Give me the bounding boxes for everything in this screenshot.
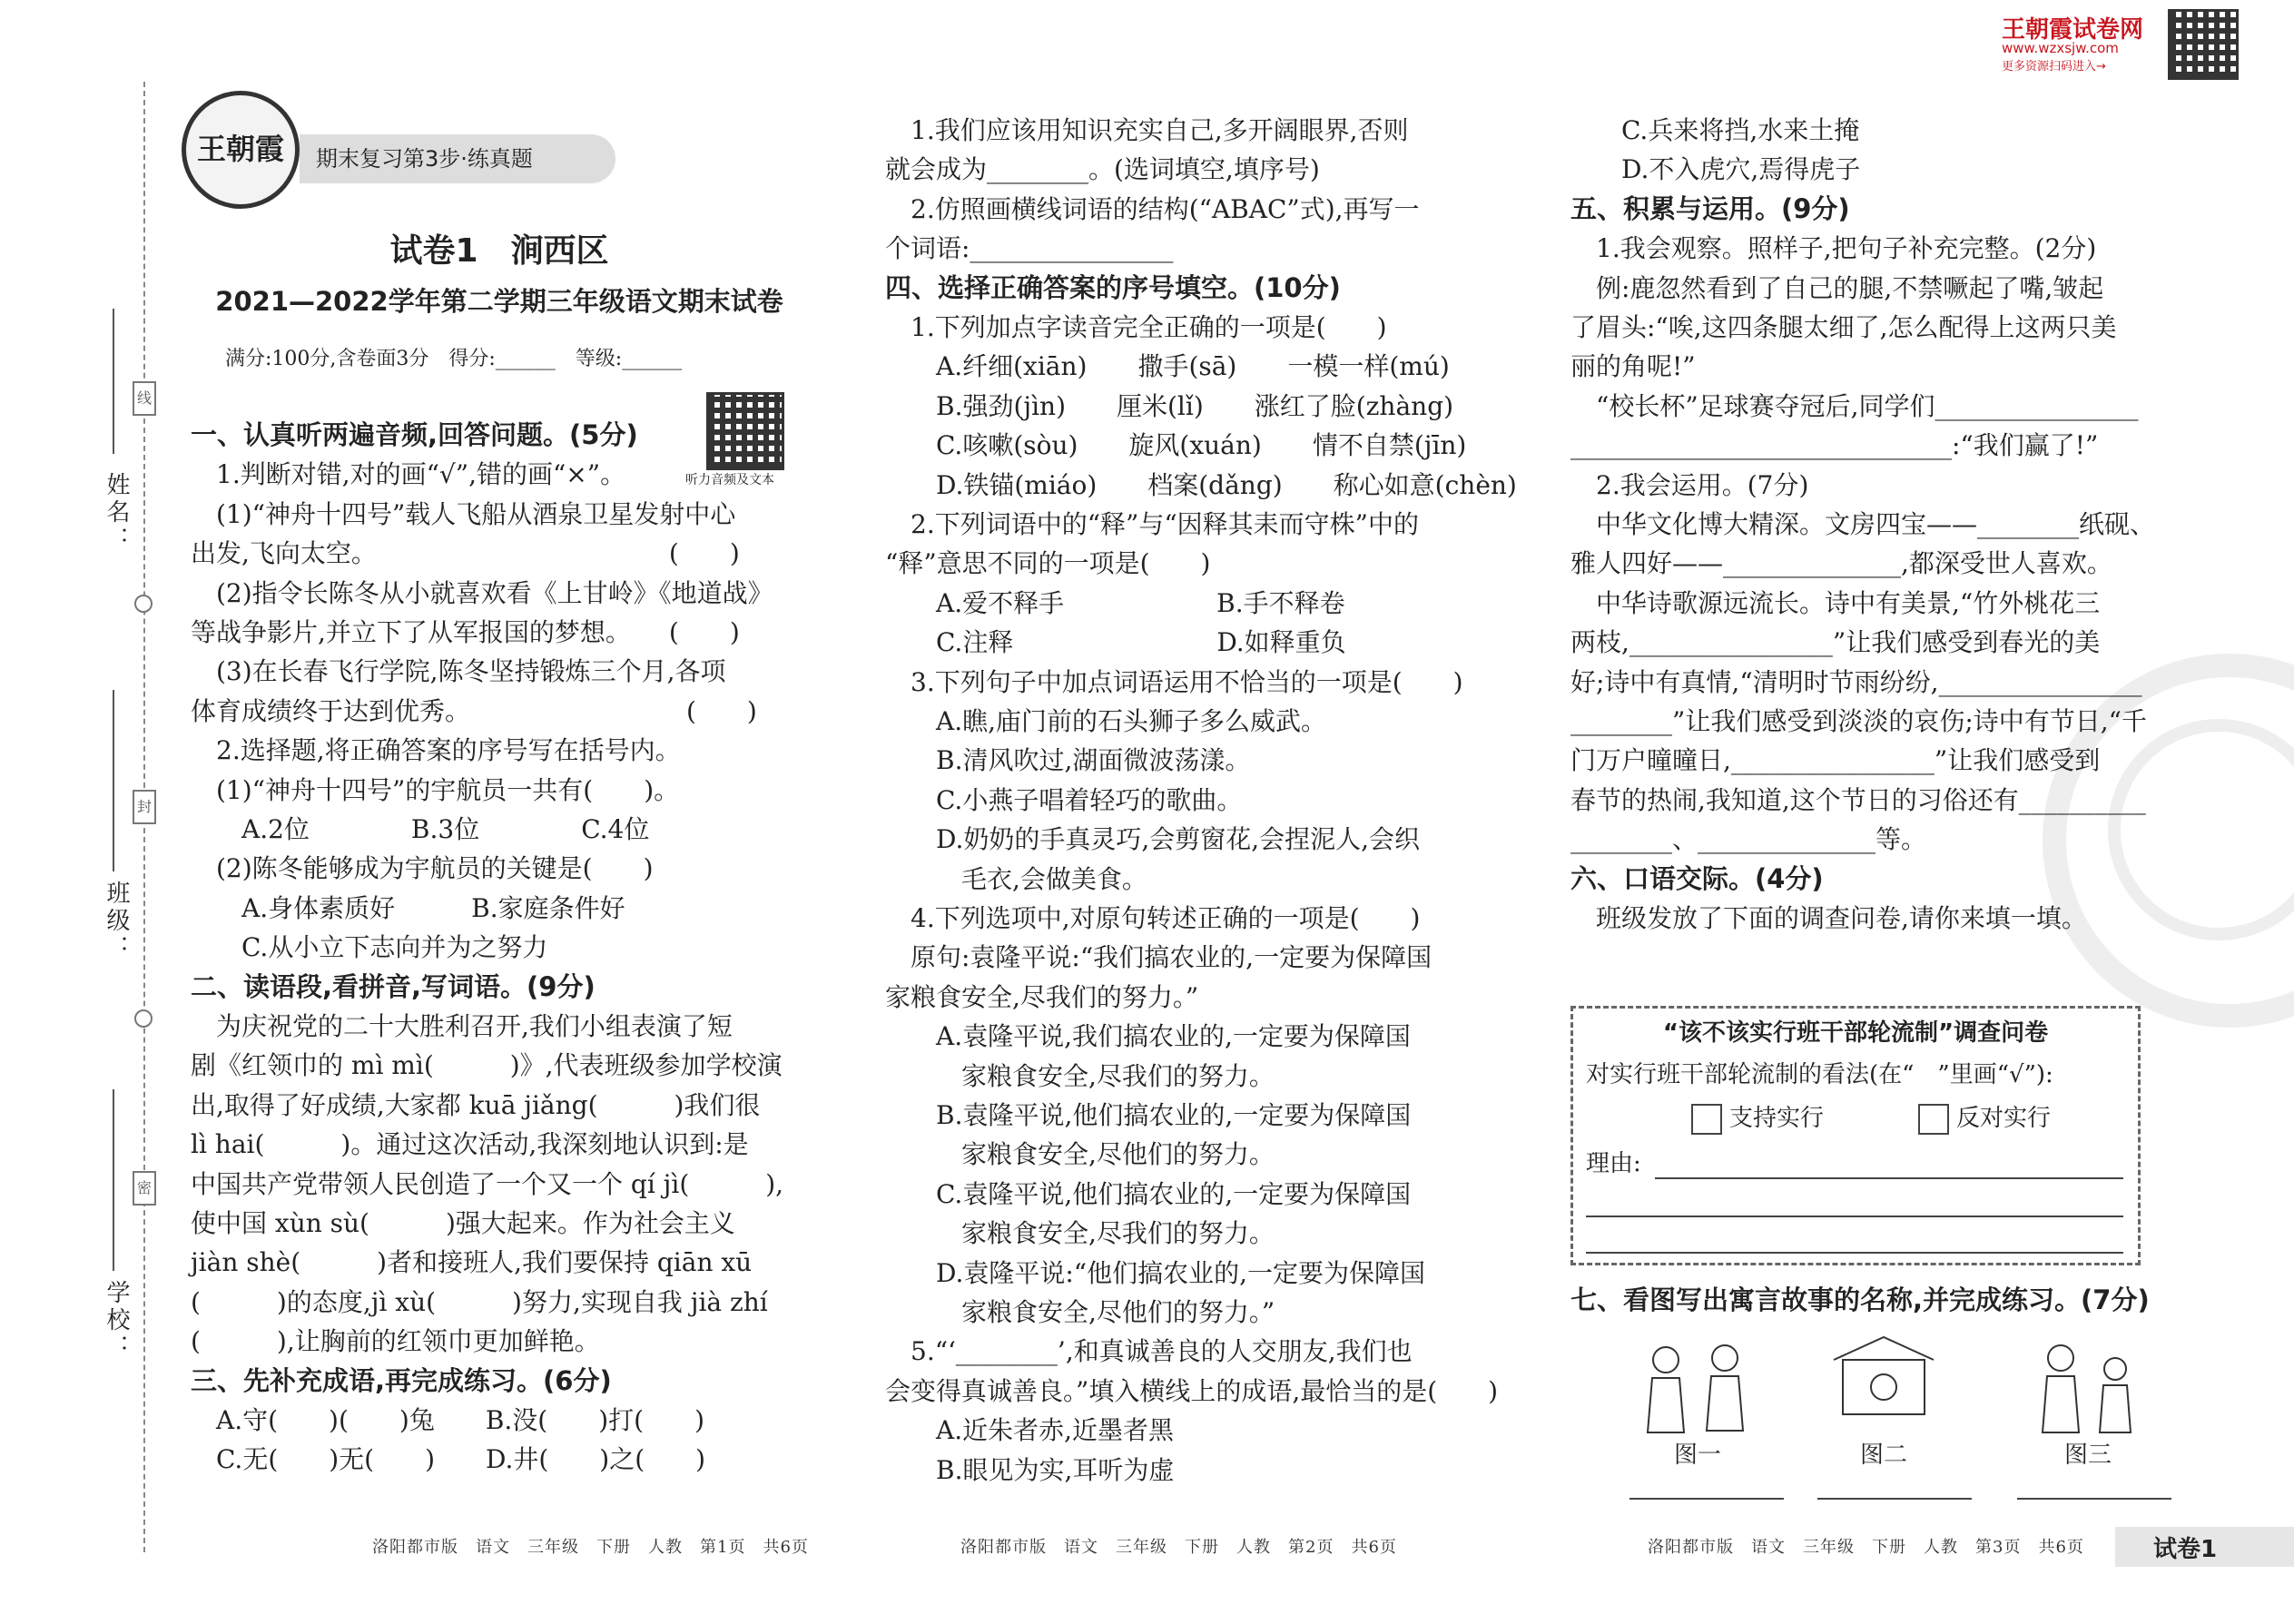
- text-line: 例:鹿忽然看到了自己的腿,不禁噘起了嘴,皱起: [1570, 272, 2104, 303]
- text-line: 会变得真诚善良。”填入横线上的成语,最恰当的是( ): [885, 1375, 1499, 1406]
- picture-2-caption: 图二: [1859, 1442, 1907, 1469]
- option-support-label: 支持实行: [1729, 1105, 1825, 1132]
- option-oppose[interactable]: [1918, 1099, 2051, 1135]
- text-line: A.近朱者赤,近墨者黑: [885, 1415, 1175, 1446]
- picture-3-caption: 图三: [2063, 1442, 2112, 1469]
- text-line: D.奶奶的手真灵巧,会剪窗花,会捏泥人,会织: [885, 824, 1421, 855]
- text-line: 2.下列词语中的“释”与“因释其耒而守株”中的: [885, 509, 1419, 539]
- brand-tip: 更多资源扫码进入→: [2002, 60, 2106, 74]
- text-line: 2.我会运用。(7分): [1570, 469, 1809, 500]
- section-7-title: 七、看图写出寓言故事的名称,并完成练习。(7分): [1570, 1284, 2150, 1315]
- text-line: lì hai( )。通过这次活动,我深刻地认识到:是: [191, 1129, 749, 1160]
- text-line: A.2位 B.3位 C.4位: [191, 814, 650, 844]
- text-line: D.铁锚(miáo) 档案(dǎng) 称心如意(chèn): [885, 469, 1517, 500]
- text-line: 家粮食安全,尽他们的努力。: [885, 1139, 1275, 1170]
- answer-line-1[interactable]: [1629, 1498, 1784, 1500]
- text-line: 2.选择题,将正确答案的序号写在括号内。: [191, 735, 681, 766]
- text-line: 1.我会观察。照样子,把句子补充完整。(2分): [1570, 233, 2097, 264]
- section-heading: 六、口语交际。(4分): [1570, 862, 1824, 894]
- section-heading: 一、认真听两遍音频,回答问题。(5分): [191, 419, 638, 450]
- text-line: 家粮食安全,尽他们的努力。”: [885, 1297, 1275, 1327]
- text-line: (1)“神舟十四号”的宇航员一共有( )。: [191, 774, 680, 805]
- text-line: 了眉头:“唉,这四条腿太细了,怎么配得上这两只美: [1570, 312, 2117, 342]
- text-line: 春节的热闹,我知道,这个节日的习俗还有__________: [1570, 784, 2146, 815]
- text-line: 2.仿照画横线词语的结构(“ABAC”式),再写一: [885, 193, 1420, 224]
- text-line: (1)“神舟十四号”载人飞船从酒泉卫星发射中心: [191, 498, 736, 529]
- text-line: 丽的角呢!”: [1570, 351, 1696, 382]
- text-line: A.守( )( )兔 B.没( )打( ): [191, 1405, 704, 1435]
- text-line: A.纤细(xiān) 撒手(sā) 一模一样(mú): [885, 351, 1450, 382]
- text-line: ________”让我们感受到淡淡的哀伤;诗中有节日,“千: [1570, 706, 2147, 736]
- text-line: 好;诗中有真情,“清明时节雨纷纷,________________: [1570, 666, 2142, 697]
- text-line: ( ),让胸前的红领巾更加鲜艳。: [191, 1326, 600, 1357]
- seal-dot: [134, 1009, 153, 1028]
- text-line: B.袁隆平说,他们搞农业的,一定要为保障国: [885, 1100, 1412, 1130]
- text-line: (2)陈冬能够成为宇航员的关键是( ): [191, 853, 654, 884]
- text-line: ________、______________等。: [1570, 824, 1927, 855]
- name-line: [113, 309, 114, 454]
- text-line: (3)在长春飞行学院,陈冬坚持锻炼三个月,各项: [191, 656, 726, 687]
- text-line: C.兵来将挡,水来土掩: [1570, 115, 1860, 145]
- text-line: 出发,飞向太空。 ( ): [191, 538, 740, 569]
- text-line: 毛衣,会做美食。: [885, 863, 1147, 894]
- class-label: 班级：: [103, 881, 130, 962]
- audio-qr-caption: 听力音频及文本: [685, 473, 774, 487]
- picture-2-icon: [1825, 1333, 1943, 1440]
- text-line: C.从小立下志向并为之努力: [191, 932, 548, 963]
- answer-line-3[interactable]: [2017, 1498, 2171, 1500]
- logo-text: 王朝霞: [196, 132, 284, 166]
- text-line: 等战争影片,并立下了从军报国的梦想。 ( ): [191, 617, 740, 647]
- checkbox-support[interactable]: [1691, 1104, 1722, 1135]
- text-line: 中华诗歌源远流长。诗中有美景,“竹外桃花三: [1570, 587, 2101, 618]
- logo-badge: [182, 91, 300, 209]
- text-line: C.袁隆平说,他们搞农业的,一定要为保障国: [885, 1178, 1412, 1209]
- text-line: C.无( )无( ) D.井( )之( ): [191, 1444, 706, 1475]
- checkbox-oppose[interactable]: [1918, 1104, 1949, 1135]
- answer-line-2[interactable]: [1817, 1498, 1972, 1500]
- paper-title: 试卷1 涧西区: [389, 232, 609, 270]
- score-line: 满分:100分,含卷面3分 得分:______ 等级:______: [225, 348, 683, 370]
- reason-label: 理由:: [1586, 1150, 1641, 1177]
- text-line: 5.“‘________’,和真诚善良的人交朋友,我们也: [885, 1336, 1413, 1367]
- text-line: C.注释 D.如释重负: [885, 627, 1346, 658]
- picture-3-icon: [2029, 1333, 2147, 1440]
- picture-1-caption: 图一: [1673, 1442, 1721, 1469]
- text-line: ( )的态度,jì xù( )努力,实现自我 jià zhí: [191, 1286, 768, 1317]
- text-line: 1.判断对错,对的画“√”,错的画“×”。: [191, 459, 626, 490]
- seal-dot: [134, 595, 153, 613]
- text-line: (2)指令长陈冬从小就喜欢看《上甘岭》《地道战》: [191, 577, 773, 608]
- text-line: 使中国 xùn sù( )强大起来。作为社会主义: [191, 1208, 735, 1238]
- section-heading: 四、选择正确答案的序号填空。(10分): [885, 271, 1341, 303]
- text-line: A.袁隆平说,我们搞农业的,一定要为保障国: [885, 1021, 1411, 1052]
- text-line: A.爱不释手 B.手不释卷: [885, 587, 1345, 618]
- paper-tag: 试卷1: [2153, 1536, 2218, 1563]
- reason-line[interactable]: [1586, 1252, 2123, 1254]
- paper-subtitle: 2021—2022学年第二学期三年级语文期末试卷: [215, 286, 783, 317]
- text-line: 两枝,________________”让我们感受到春光的美: [1570, 627, 2101, 658]
- seal-word-xian: 线: [133, 381, 156, 416]
- text-line: 门万户曈曈日,________________”让我们感受到: [1570, 745, 2101, 776]
- text-line: 4.下列选项中,对原句转述正确的一项是( ): [885, 903, 1421, 933]
- text-line: B.清风吹过,湖面微波荡漾。: [885, 745, 1251, 776]
- brand-qr-code[interactable]: [2168, 9, 2239, 80]
- survey-box: [1570, 1006, 2141, 1265]
- text-line: 家粮食安全,尽我们的努力。”: [885, 981, 1199, 1012]
- text-line: 中国共产党带领人民创造了一个又一个 qí jì( ),: [191, 1168, 784, 1199]
- text-line: 出,取得了好成绩,大家都 kuā jiǎng( )我们很: [191, 1089, 761, 1120]
- brand-name: 王朝霞试卷网: [2002, 16, 2144, 44]
- text-line: 为庆祝党的二十大胜利召开,我们小组表演了短: [191, 1011, 733, 1041]
- text-line: 家粮食安全,尽我们的努力。: [885, 1060, 1275, 1091]
- option-oppose-label: 反对实行: [1956, 1105, 2052, 1132]
- text-line: 班级发放了下面的调查问卷,请你来填一填。: [1570, 903, 2087, 933]
- section-heading: 二、读语段,看拼音,写词语。(9分): [191, 970, 596, 1002]
- name-label: 姓名：: [103, 472, 130, 554]
- class-line: [113, 690, 114, 871]
- text-line: jiàn shè( )者和接班人,我们要保持 qiān xū: [191, 1247, 753, 1278]
- text-line: 家粮食安全,尽我们的努力。: [885, 1218, 1275, 1249]
- school-label: 学校：: [103, 1280, 130, 1362]
- picture-1-icon: [1639, 1333, 1757, 1440]
- footer-page-3: 洛阳都市版 语文 三年级 下册 人教 第3页 共6页: [1648, 1538, 2084, 1557]
- section-heading: 三、先补充成语,再完成练习。(6分): [191, 1364, 612, 1396]
- text-line: “释”意思不同的一项是( ): [885, 548, 1211, 579]
- text-line: ______________________________:“我们赢了!”: [1570, 430, 2099, 461]
- text-line: D.袁隆平说:“他们搞农业的,一定要为保障国: [885, 1257, 1426, 1288]
- text-line: 雅人四好——______________,都深受世人喜欢。: [1570, 548, 2112, 579]
- reason-line[interactable]: [1586, 1216, 2123, 1217]
- section-heading: 五、积累与运用。(9分): [1570, 192, 1850, 224]
- text-line: 1.下列加点字读音完全正确的一项是( ): [885, 312, 1387, 342]
- text-line: “校长杯”足球赛夺冠后,同学们________________: [1570, 390, 2139, 421]
- text-line: A.身体素质好 B.家庭条件好: [191, 892, 625, 923]
- seal-word-mi: 密: [133, 1171, 156, 1206]
- text-line: 个词语:________________: [885, 233, 1174, 264]
- text-line: A.瞧,庙门前的石头狮子多么威武。: [885, 706, 1327, 736]
- brand-url: www.wzxsjw.com: [2002, 40, 2119, 56]
- option-support[interactable]: [1691, 1099, 1824, 1135]
- text-line: B.强劲(jìn) 厘米(lǐ) 涨红了脸(zhàng): [885, 390, 1454, 421]
- seal-word-feng: 封: [133, 790, 156, 824]
- text-line: D.不入虎穴,焉得虎子: [1570, 154, 1861, 185]
- text-line: 1.我们应该用知识充实自己,多开阔眼界,否则: [885, 115, 1409, 145]
- footer-page-1: 洛阳都市版 语文 三年级 下册 人教 第1页 共6页: [372, 1538, 809, 1557]
- text-line: 剧《红领巾的 mì mì( )》,代表班级参加学校演: [191, 1050, 783, 1081]
- school-line: [113, 1089, 114, 1271]
- text-line: B.眼见为实,耳听为虚: [885, 1454, 1175, 1485]
- reason-line[interactable]: [1655, 1177, 2123, 1179]
- text-line: C.小燕子唱着轻巧的歌曲。: [885, 784, 1243, 815]
- footer-page-2: 洛阳都市版 语文 三年级 下册 人教 第2页 共6页: [960, 1538, 1397, 1557]
- binding-strip: [0, 0, 182, 1624]
- step-banner: 期末复习第3步·练真题: [300, 134, 615, 183]
- text-line: 就会成为________。(选词填空,填序号): [885, 154, 1320, 185]
- survey-question: 对实行班干部轮流制的看法(在“ ”里画“√”):: [1586, 1061, 2053, 1088]
- text-line: C.咳嗽(sòu) 旋风(xuán) 情不自禁(jīn): [885, 430, 1467, 461]
- text-line: 原句:袁隆平说:“我们搞农业的,一定要为保障国: [885, 942, 1433, 973]
- text-line: 体育成绩终于达到优秀。 ( ): [191, 695, 757, 726]
- text-line: 中华文化博大精深。文房四宝——________纸砚、: [1570, 509, 2156, 539]
- text-line: 3.下列句子中加点词语运用不恰当的一项是( ): [885, 666, 1463, 697]
- survey-title: “该不该实行班干部轮流制”调查问卷: [1662, 1019, 2049, 1047]
